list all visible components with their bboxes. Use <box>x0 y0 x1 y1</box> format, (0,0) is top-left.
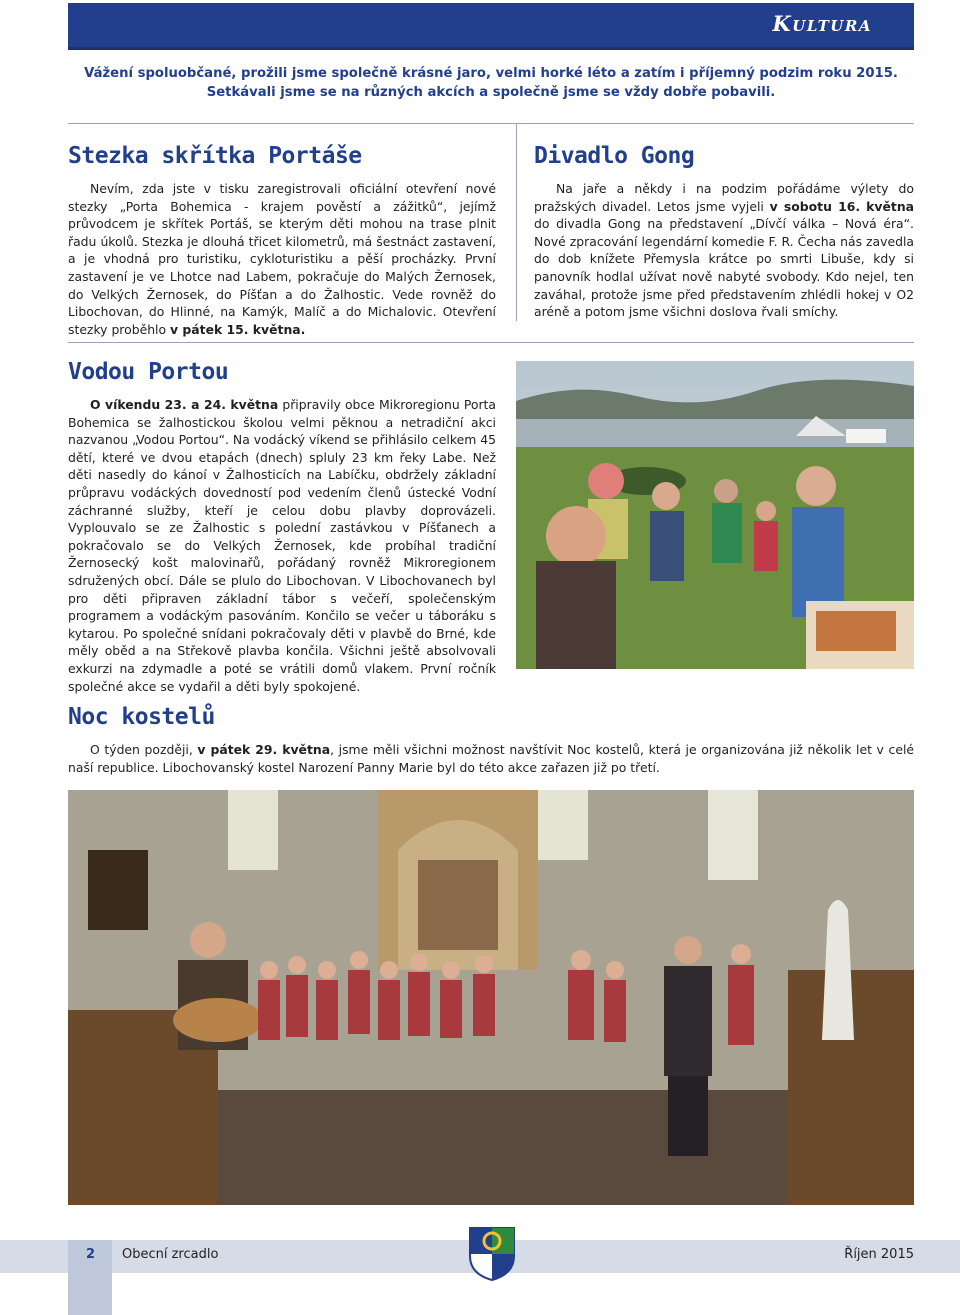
vodou-text-body: připravily obce Mikroregionu Porta Bohemica se žalhostickou školou velmi pěknou a netradiční akci nazvanou „Vodou Portou“. Na vodácký víkend se přihlásilo celkem 45 dětí, které ve dvou etapách (dnech) spluly 23 km řeky Labe. Než děti nasedly do kánoí v Žalhosticích na Labíčku, obdržely základní průpravu vodáckých dovedností pod vedením členů ústecké Vodní záchranné služby, kteří je celou dobu plavby doprovázeli. Vyplouvalo se ze Žalhostic s polední zastávkou v Píšťanech a pokračovalo se do Velkých Žernosek, kde probíhal tradiční Žernosecký košt malovinařů, pořádaný rovněž Mikroregionem sdružených obcí. Dále se plulo do Libochovan. V Libochovanech byl pro děti připraven základní tábor s večeří, společenským programem a vodáckým pasováním. Končilo se večer u táboráku s kytarou. Po společné snídani pokračovaly děti v plavbě do Brné, kde měly oběd a na Střekově plavba končila. Všichni ještě absolvovali exkurzi na zdymadle a poté se vrátili domů vlakem. První ročník společné akce se vydařil a děti byly spokojené. <box>68 397 496 694</box>
camp-photo-image <box>516 361 914 669</box>
church-photo <box>68 790 914 1205</box>
noc-text-2: , jsme měli všichni možnost navštívit Noc kostelů, která je organizována již několik let v celé naší republice. Libochovanský kostel Narození Panny Marie byl do této akce zařazen již po třetí. <box>68 742 915 775</box>
stezka-title: Stezka skřítka Portáše <box>68 143 362 169</box>
stezka-text <box>68 180 496 338</box>
stezka-date: v pátek 15. května. <box>170 321 306 337</box>
divider-top <box>68 123 914 124</box>
camp-photo <box>516 361 914 669</box>
divider-middle <box>68 342 914 343</box>
divadlo-title: Divadlo Gong <box>534 143 695 169</box>
divadlo-date: v sobotu 16. května <box>769 198 915 214</box>
issue-date: Říjen 2015 <box>844 1247 914 1262</box>
section-banner <box>68 3 914 50</box>
vodou-title: Vodou Portou <box>68 359 229 385</box>
municipal-crest-icon <box>468 1226 516 1282</box>
divadlo-text <box>534 180 914 321</box>
church-photo-image <box>68 790 914 1205</box>
magazine-name: Obecní zrcadlo <box>122 1247 219 1262</box>
divadlo-text-2: do divadla Gong na představení „Dívčí válka – Nová éra“. Nové zpracování legendární komedie F. R. Čecha nás zavedla do dob knížete Přemysla krátce po smrti Libuše, kdy si panovník hodlal užívat nově nabyté svobody. Kdo nejel, ten zaváhal, protože jsme před představením zhlédli hokej v O2 aréně a potom jsme všichni doslova řvali smíchy. <box>534 216 914 320</box>
intro-line-2: Setkávali jsme se na různých akcích a společně jsme se vždy dobře pobavili. <box>206 85 776 100</box>
noc-date: v pátek 29. května <box>197 742 331 757</box>
intro-text <box>68 64 914 102</box>
column-divider <box>516 123 517 321</box>
stezka-text-body: Nevím, zda jste v tisku zaregistrovali oficiální otevření nové stezky „Porta Bohemica - krajem pověstí a zážitků“, jejímž průvodcem je skřítek Portáš, se kterým děti mohou na trase plnit řadu úkolů. Stezka je dlouhá třicet kilometrů, má šestnáct zastavení, a je vhodná pro turistiku, cykloturistiku a pěší procházky. První zastavení je ve Lhotce nad Labem, pokračuje do Malých Žernosek, do Velkých Žernosek, do Píšťan a do Žalhostic. Vede rovněž do Libochovan, do Hlinné, na Kamýk, Malíč a do Michalovic. Otevření stezky proběhlo <box>68 181 496 337</box>
divadlo-text-1: Na jaře a někdy i na podzim pořádáme výlety do pražských divadel. Letos jsme vyjeli <box>534 181 914 214</box>
intro-line-1: Vážení spoluobčané, prožili jsme společně krásné jaro, velmi horké léto a zatím i příjemný podzim roku 2015. <box>84 66 898 81</box>
section-title: Kultura <box>772 11 872 36</box>
vodou-text <box>68 396 496 695</box>
noc-text-1: O týden později, <box>90 742 198 757</box>
noc-title: Noc kostelů <box>68 704 215 730</box>
noc-text <box>68 741 914 776</box>
page-number: 2 <box>86 1247 96 1262</box>
vodou-date: O víkendu 23. a 24. května <box>90 397 279 412</box>
